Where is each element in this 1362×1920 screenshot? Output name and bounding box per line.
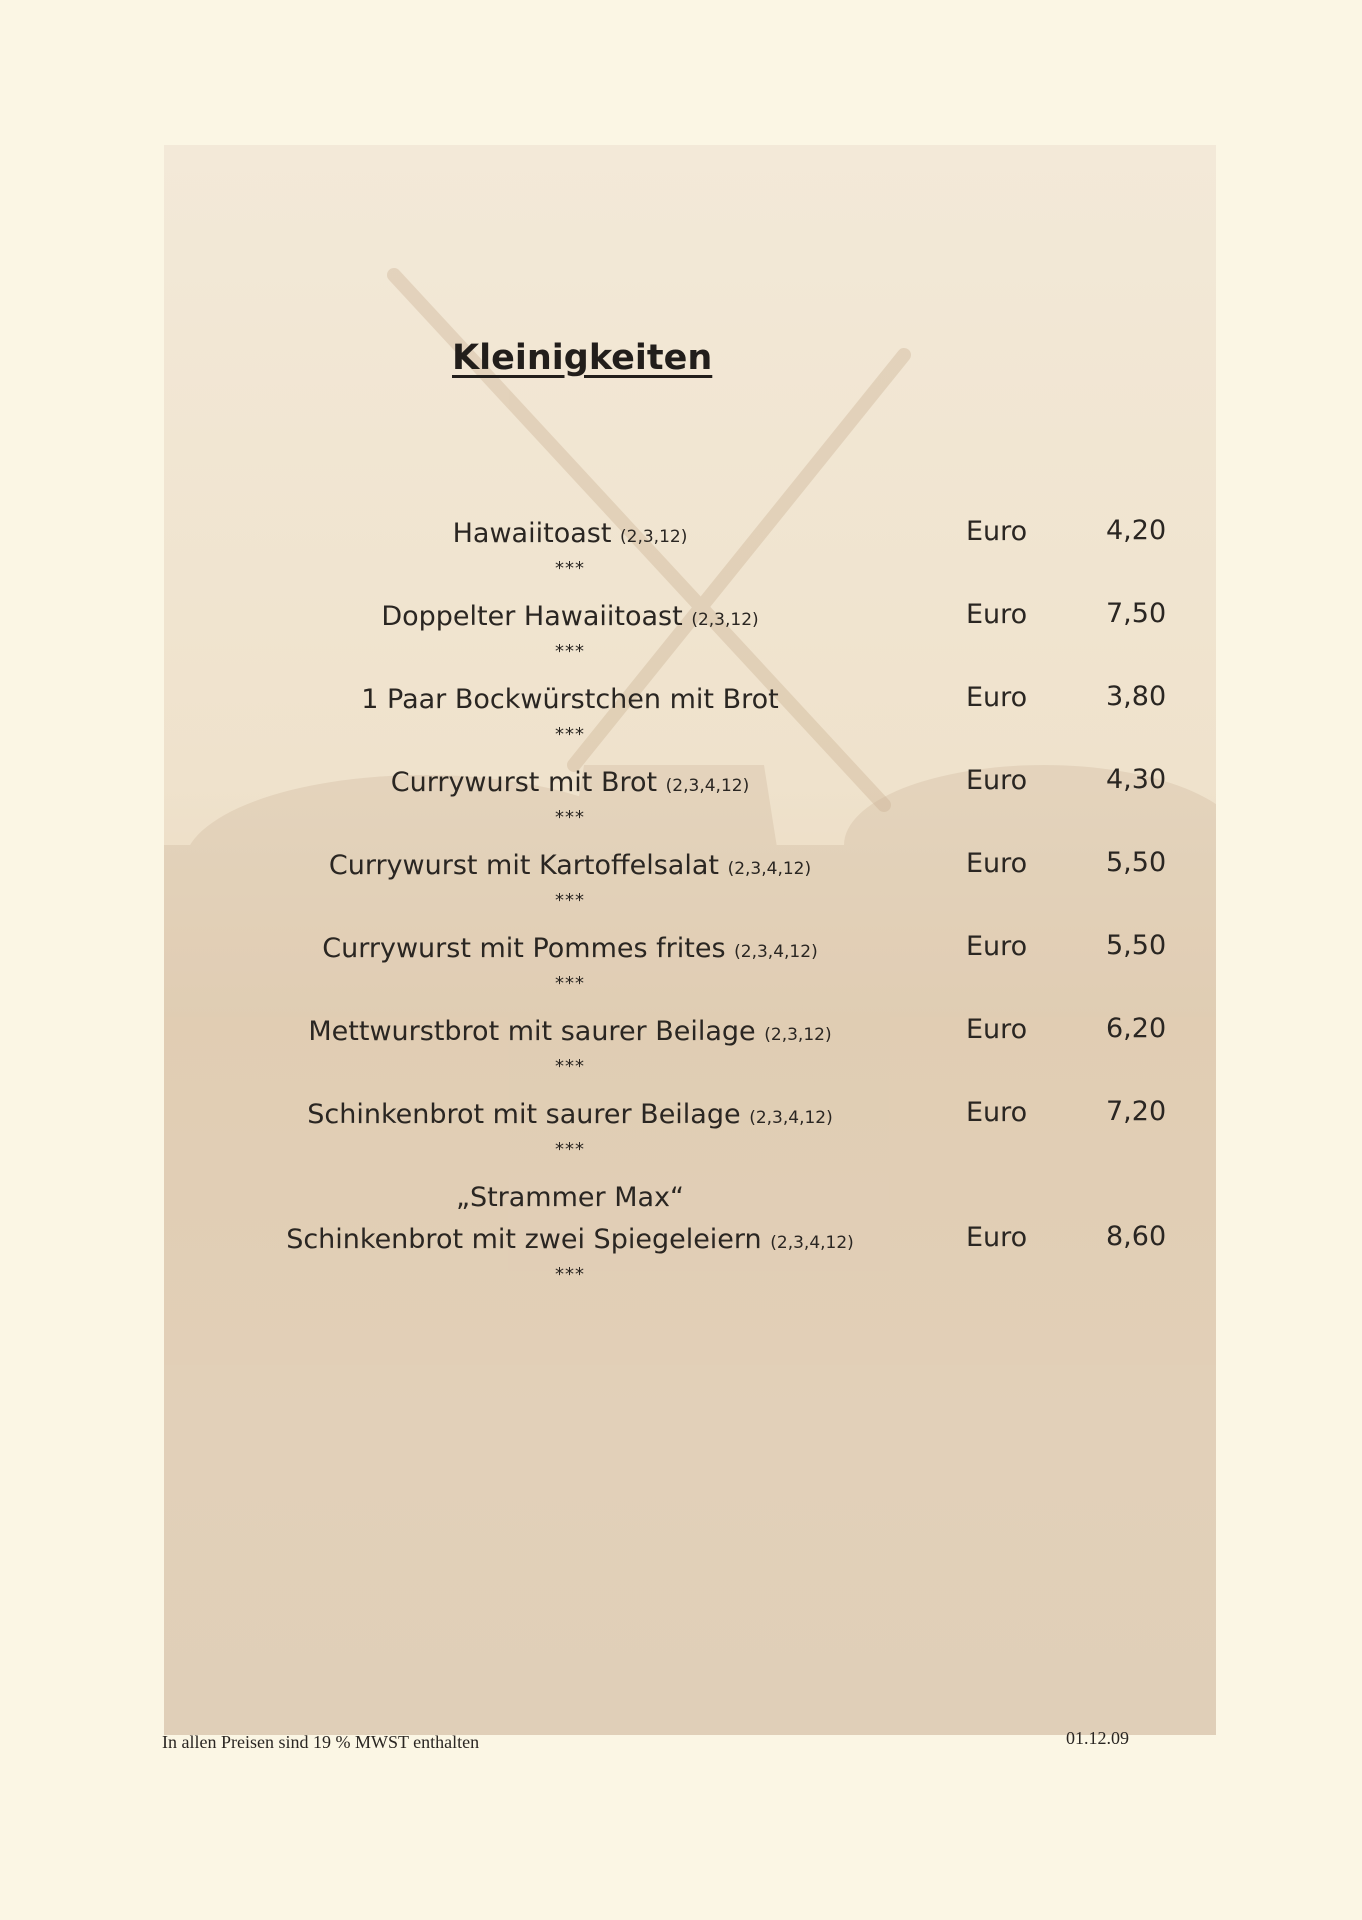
menu-item-additive-codes: (2,3,12) <box>620 527 688 547</box>
menu-item-title: Schinkenbrot mit zwei Spiegeleiern <box>286 1224 762 1255</box>
menu-item-additive-codes: (2,3,12) <box>764 1025 832 1045</box>
menu-item-currency: Euro <box>966 1014 1028 1045</box>
menu-item-additive-codes: (2,3,4,12) <box>749 1108 833 1128</box>
menu-item-currency: Euro <box>966 765 1028 796</box>
menu-item <box>0 930 1362 994</box>
menu-date: 01.12.09 <box>1066 1728 1129 1748</box>
menu-item-name-line1: „Strammer Max“ <box>455 1182 685 1213</box>
menu-item-title: Currywurst mit Kartoffelsalat <box>328 850 719 881</box>
menu-item-currency: Euro <box>966 682 1028 713</box>
menu-item-name <box>200 601 940 632</box>
menu-item-separator: *** <box>555 724 585 745</box>
menu-item-additive-codes: (2,3,4,12) <box>770 1233 854 1253</box>
menu-item-price: 5,50 <box>1106 847 1167 878</box>
menu-item-price: 8,60 <box>1106 1221 1167 1252</box>
menu-item-separator: *** <box>555 807 585 828</box>
menu-item-currency: Euro <box>966 1097 1028 1128</box>
menu-item-price: 6,20 <box>1106 1013 1167 1044</box>
menu-item-additive-codes: (2,3,12) <box>691 610 759 630</box>
menu-item-title: Hawaiitoast <box>452 518 612 549</box>
menu-item-additive-codes: (2,3,4,12) <box>727 859 812 879</box>
menu-item-price: 4,20 <box>1106 515 1167 546</box>
menu-item-currency: Euro <box>966 599 1028 630</box>
menu-item-separator: *** <box>555 1139 585 1160</box>
menu-item-title: Currywurst mit Brot <box>390 767 658 798</box>
menu-item-currency: Euro <box>966 848 1028 879</box>
menu-item <box>0 681 1362 745</box>
menu-item-name <box>200 1099 940 1130</box>
menu-item-name <box>200 767 940 798</box>
menu-item-price: 5,50 <box>1106 930 1167 961</box>
menu-item <box>0 1096 1362 1160</box>
menu-item-name <box>200 1224 940 1255</box>
menu-item-separator: *** <box>555 1264 585 1285</box>
menu-item-name <box>200 1016 940 1047</box>
menu-item-separator: *** <box>555 973 585 994</box>
menu-item-name <box>200 684 940 715</box>
menu-item-title: 1 Paar Bockwürstchen mit Brot <box>361 684 779 715</box>
menu-item <box>0 764 1362 828</box>
menu-item <box>0 1182 1362 1285</box>
menu-item-separator: *** <box>555 641 585 662</box>
menu-item-name <box>200 933 940 964</box>
menu-item-separator: *** <box>555 890 585 911</box>
menu-item-separator: *** <box>555 1056 585 1077</box>
menu-item-name <box>200 518 940 549</box>
menu-item-price: 3,80 <box>1106 681 1167 712</box>
menu-item <box>0 598 1362 662</box>
menu-item <box>0 1013 1362 1077</box>
menu-item-price: 7,50 <box>1106 598 1167 629</box>
menu-item-additive-codes: (2,3,4,12) <box>734 942 818 962</box>
menu-item-name <box>200 850 940 881</box>
menu-item-currency: Euro <box>966 931 1028 962</box>
vat-note: In allen Preisen sind 19 % MWST enthalten <box>162 1732 480 1752</box>
menu-item-title: Doppelter Hawaiitoast <box>381 601 683 632</box>
menu-item <box>0 515 1362 579</box>
menu-item <box>0 847 1362 911</box>
menu-item-currency: Euro <box>966 516 1028 547</box>
menu-item-separator: *** <box>555 558 585 579</box>
menu-item-title: Mettwurstbrot mit saurer Beilage <box>308 1016 756 1047</box>
menu-item-title: Schinkenbrot mit saurer Beilage <box>307 1099 741 1130</box>
page-title: Kleinigkeiten <box>452 338 713 378</box>
menu-item-currency: Euro <box>966 1222 1028 1253</box>
menu-item-additive-codes: (2,3,4,12) <box>665 776 750 796</box>
menu-item-price: 4,30 <box>1106 764 1167 795</box>
menu-item-price: 7,20 <box>1106 1096 1167 1127</box>
menu-item-title: Currywurst mit Pommes frites <box>322 933 726 964</box>
